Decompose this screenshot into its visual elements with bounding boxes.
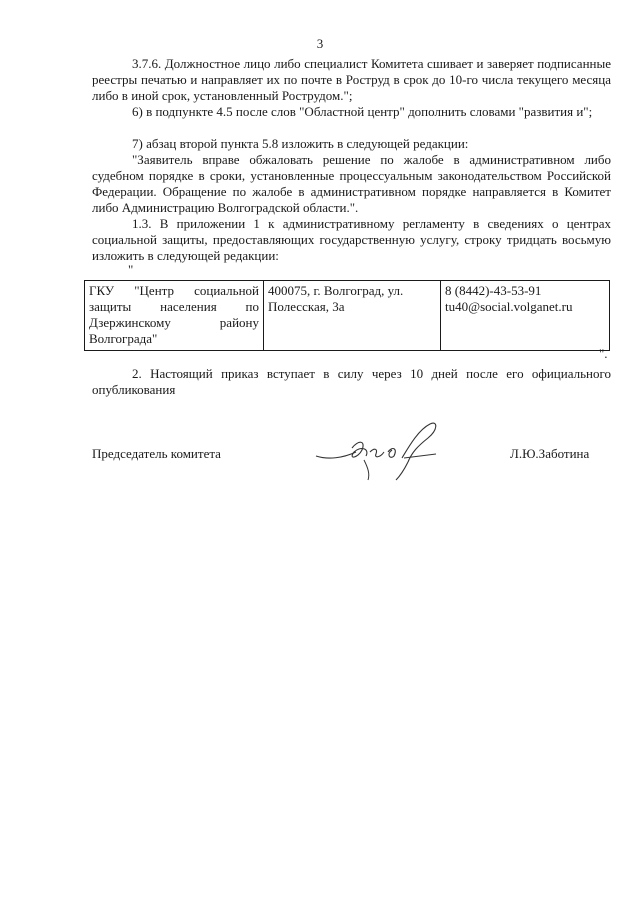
handwritten-signature [308, 418, 458, 488]
phone-number: 8 (8442)-43-53-91 [445, 283, 542, 298]
social-center-table [84, 280, 610, 351]
organization-name: ГКУ "Центр социальной защиты населения по Дзержинскому району [89, 283, 259, 330]
contacts-cell [441, 281, 610, 351]
organization-name-end: Волгограда" [89, 331, 158, 346]
signer-name: Л.Ю.Заботина [510, 446, 590, 461]
paragraph-1-3: 1.3. В приложении 1 к административному регламенту в сведениях о центрах социальной защиты, предоставляющих государственную услугу, строку тридцать восьмую изложить в следующей редакции: [92, 216, 611, 263]
paragraph-item-7: 7) абзац второй пункта 5.8 изложить в следующей редакции: [132, 136, 469, 151]
organization-cell [85, 281, 264, 351]
paragraph-item-6: 6) в подпункте 4.5 после слов "Областной центр" дополнить словами "развития и"; [132, 104, 593, 119]
opening-quote: " [128, 262, 134, 277]
email-address: tu40@social.volganet.ru [445, 299, 573, 314]
paragraph-quoted-text: "Заявитель вправе обжаловать решение по жалобе в административном либо судебном порядке в сроки, установленные процессуальным законодательством Российской Федерации. Обращение по жалобе в административном порядке направляется в Комитет либо Администрацию Волгоградской области.". [92, 152, 611, 215]
paragraph-item-2: 2. Настоящий приказ вступает в силу через 10 дней после его официального опубликования [92, 366, 611, 397]
signer-title: Председатель комитета [92, 446, 221, 461]
paragraph-3-7-6: 3.7.6. Должностное лицо либо специалист Комитета сшивает и заверяет подписанные реестры печатью и направляет их по почте в Роструд в срок до 10-го числа текущего месяца либо в иной срок, установленный Рострудом."; [92, 56, 611, 103]
page-number: 3 [316, 36, 324, 51]
table-row [85, 281, 610, 351]
address-cell: 400075, г. Волгоград, ул. Полесская, 3а [264, 281, 441, 351]
closing-quote: ". [599, 346, 608, 361]
